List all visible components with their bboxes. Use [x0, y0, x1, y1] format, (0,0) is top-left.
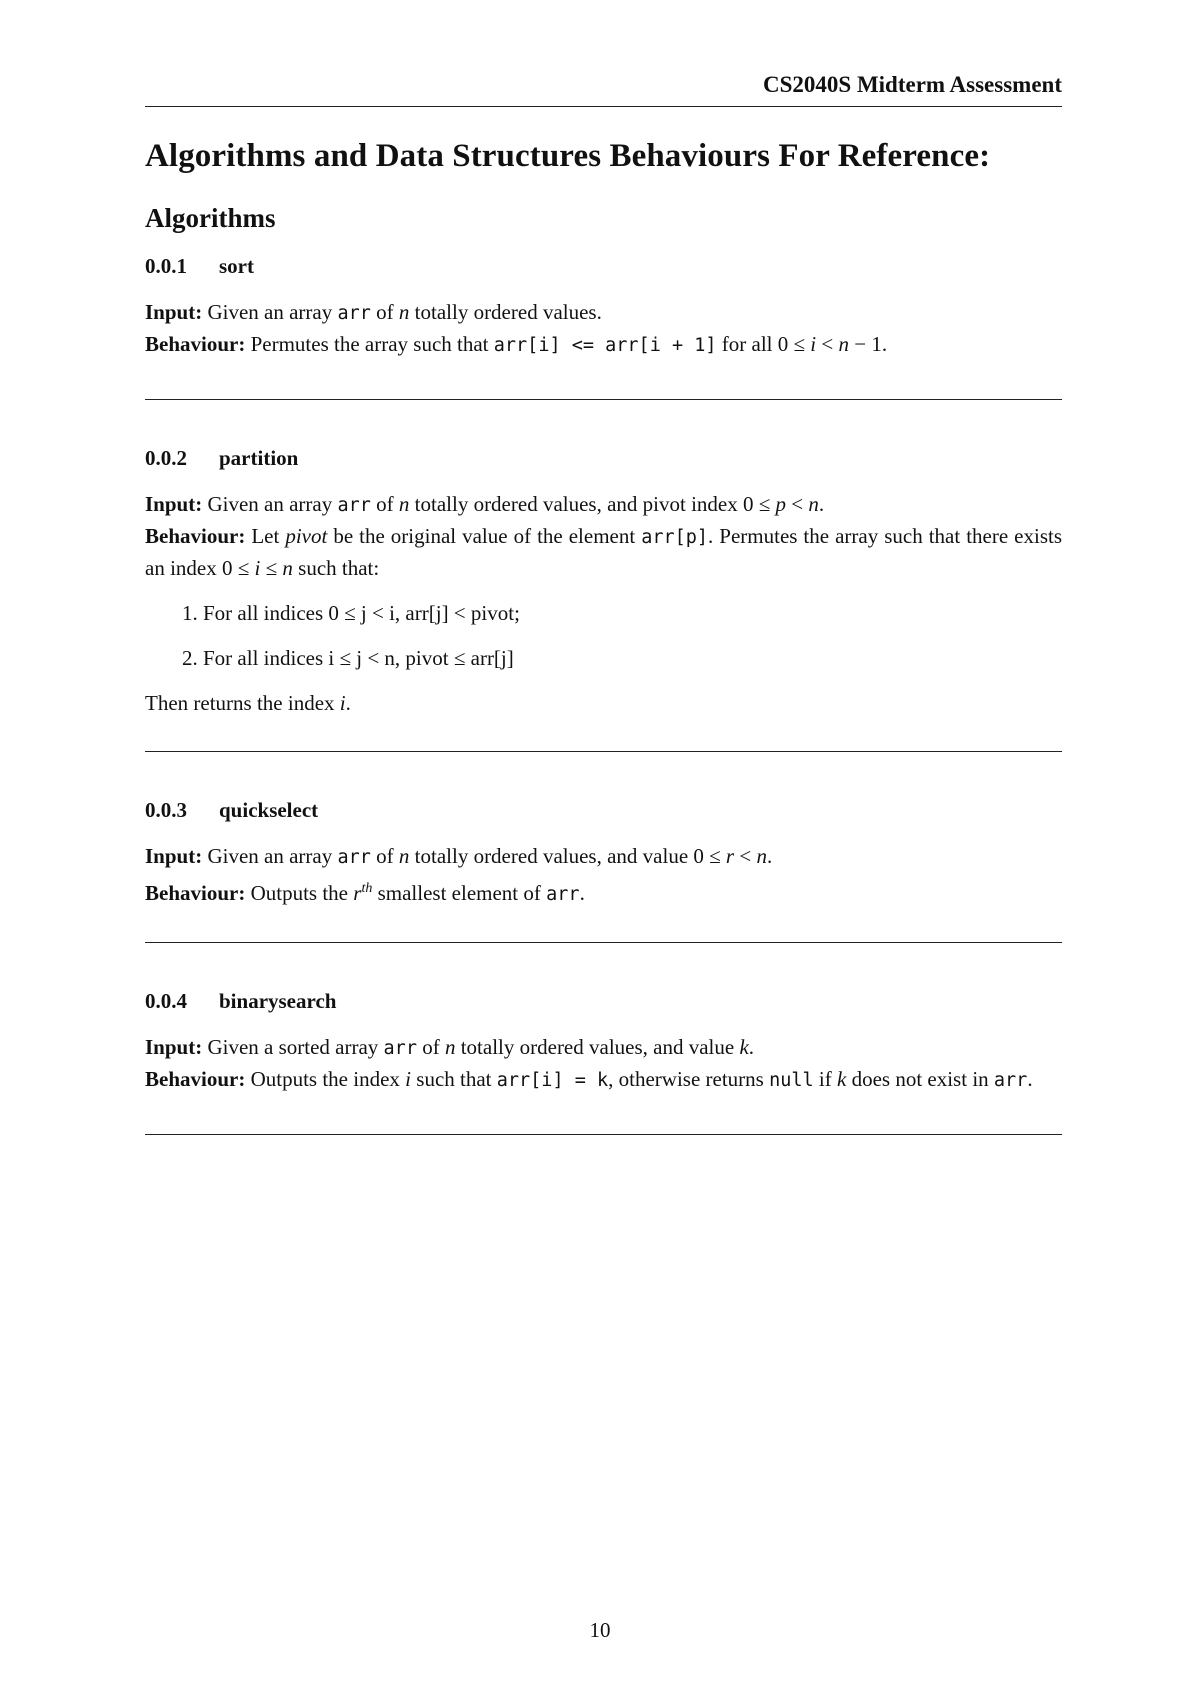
subsection-partition	[145, 446, 1062, 719]
text: <	[821, 332, 834, 356]
section-title: Algorithms	[145, 203, 276, 233]
text: of	[422, 1035, 440, 1059]
superscript: th	[361, 881, 373, 896]
math-var: n	[838, 332, 849, 356]
returns-line	[145, 688, 1062, 719]
text: totally ordered values, and value 0 ≤	[414, 844, 721, 868]
math-var: i	[810, 332, 817, 356]
section-divider	[145, 399, 1062, 400]
document-title: Algorithms and Data Structures Behaviours For Reference:	[145, 138, 991, 174]
subsection-number: 0.0.2	[145, 446, 187, 470]
text: <	[791, 492, 804, 516]
text: <	[739, 844, 752, 868]
math-var: n	[282, 556, 293, 580]
math-var: n	[444, 1035, 456, 1059]
text: Outputs the	[250, 881, 349, 905]
text: .	[345, 691, 351, 715]
subsection-heading	[145, 446, 1062, 471]
math-var: n	[398, 492, 410, 516]
code: arr	[337, 847, 371, 868]
subsection-heading	[145, 989, 1062, 1014]
code: arr	[546, 884, 580, 905]
text: such that:	[298, 556, 380, 580]
text: totally ordered values.	[414, 300, 602, 324]
input-line	[145, 1032, 1062, 1064]
text: Given a sorted array	[207, 1035, 379, 1059]
subsection-sort	[145, 254, 1062, 361]
behaviour-label: Behaviour:	[145, 524, 246, 548]
code: arr[p]	[641, 527, 709, 548]
text: Given an array	[207, 492, 333, 516]
subsection-name: quickselect	[219, 798, 319, 822]
text: Given an array	[207, 300, 333, 324]
subsection-name: binarysearch	[219, 989, 337, 1013]
subsection-number: 0.0.3	[145, 798, 187, 822]
text: .	[766, 844, 773, 868]
input-label: Input:	[145, 492, 203, 516]
math-var: i	[339, 691, 346, 715]
section-divider	[145, 751, 1062, 752]
text: of	[376, 844, 394, 868]
page-content	[145, 138, 1062, 1135]
behaviour-line	[145, 521, 1062, 584]
math-var: p	[775, 492, 787, 516]
text: .	[748, 1035, 755, 1059]
text: of	[376, 492, 394, 516]
text: Then returns the index	[145, 691, 335, 715]
text: totally ordered values, and pivot index 0 ≤	[414, 492, 771, 516]
subsection-quickselect	[145, 798, 1062, 910]
text: Let	[251, 524, 280, 548]
text: such that	[416, 1067, 492, 1091]
subsection-name: sort	[219, 254, 254, 278]
code: arr[i] <= arr[i + 1]	[493, 335, 717, 356]
text: Outputs the index	[250, 1067, 400, 1091]
text: for all 0 ≤	[721, 332, 806, 356]
math-var: n	[398, 300, 410, 324]
input-line	[145, 841, 1062, 873]
input-line	[145, 297, 1062, 329]
code: arr	[383, 1038, 417, 1059]
text: , otherwise returns	[608, 1067, 764, 1091]
math-var: r	[725, 844, 735, 868]
math-var: n	[398, 844, 410, 868]
text: totally ordered values, and value	[460, 1035, 735, 1059]
list-item: 2. For all indices i ≤ j < n, pivot ≤ arr[j]	[203, 643, 1062, 674]
text: does not exist in	[851, 1067, 989, 1091]
subsection-number: 0.0.1	[145, 254, 187, 278]
math-var: r	[353, 881, 362, 905]
code: null	[769, 1070, 814, 1091]
text: Permutes the array such that	[250, 332, 489, 356]
subsection-binarysearch	[145, 989, 1062, 1096]
input-label: Input:	[145, 300, 203, 324]
text: smallest element of	[377, 881, 541, 905]
text: .	[1027, 1067, 1033, 1091]
math-var: n	[756, 844, 767, 868]
code: arr	[337, 303, 371, 324]
condition-list	[145, 598, 1062, 674]
behaviour-label: Behaviour:	[145, 332, 246, 356]
text: be the original value of the element	[333, 524, 636, 548]
behaviour-label: Behaviour:	[145, 1067, 246, 1091]
math-var: k	[837, 1067, 847, 1091]
text: .	[818, 492, 825, 516]
code: arr	[993, 1070, 1028, 1091]
subsection-number: 0.0.4	[145, 989, 187, 1013]
section-divider	[145, 942, 1062, 943]
running-header	[145, 70, 1062, 107]
math-var: i	[405, 1067, 412, 1091]
math-var: pivot	[285, 524, 328, 548]
text: .	[579, 881, 585, 905]
code: arr	[337, 495, 371, 516]
behaviour-line	[145, 329, 1062, 361]
subsection-name: partition	[219, 446, 299, 470]
behaviour-line	[145, 1064, 1062, 1096]
course-title: CS2040S Midterm Assessment	[763, 72, 1062, 97]
input-label: Input:	[145, 844, 203, 868]
math-var: k	[739, 1035, 749, 1059]
text: if	[818, 1067, 832, 1091]
text: ≤	[265, 556, 278, 580]
subsection-heading	[145, 254, 1062, 279]
text: − 1.	[854, 332, 888, 356]
section-divider	[145, 1134, 1062, 1135]
input-label: Input:	[145, 1035, 203, 1059]
subsection-heading	[145, 798, 1062, 823]
page-number: 10	[589, 1618, 611, 1642]
text: . Permutes the array such that there exists an index 0 ≤	[145, 524, 1062, 580]
behaviour-label: Behaviour:	[145, 881, 246, 905]
behaviour-line	[145, 873, 1062, 910]
math-var: i	[254, 556, 261, 580]
text: of	[376, 300, 394, 324]
math-var: n	[808, 492, 819, 516]
list-item: 1. For all indices 0 ≤ j < i, arr[j] < pivot;	[203, 598, 1062, 629]
text: Given an array	[207, 844, 333, 868]
code: arr[i] = k	[496, 1070, 609, 1091]
input-line	[145, 489, 1062, 521]
